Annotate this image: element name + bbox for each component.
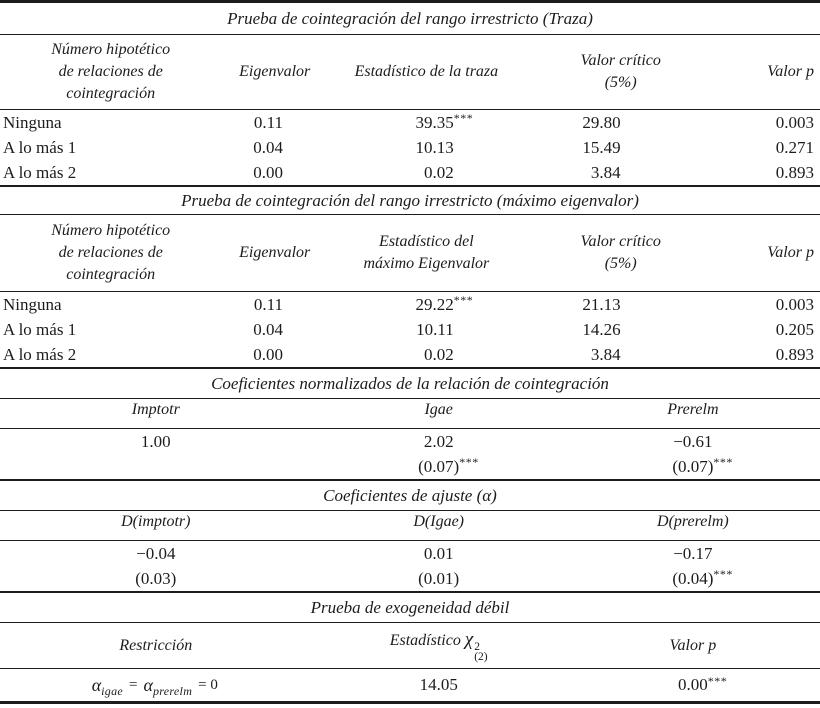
p-value-cell: 0.205 [775, 320, 814, 339]
significance-stars: *** [713, 567, 733, 581]
critical-value-cell: 29.80 [582, 113, 621, 132]
col-header-eigenvalue: Eigenvalor [239, 63, 311, 80]
row-label: A lo más 1 [3, 138, 77, 157]
std-error-cell: (0.03) [135, 569, 177, 588]
chi-square-statistic-cell: 14.05 [419, 675, 458, 694]
coefficient-cell: 2.02 [423, 432, 454, 451]
col-header-p-value: Valor p [767, 244, 814, 261]
col-header-d-prerelm: D(prerelm) [657, 513, 729, 530]
coefficient-values-row [0, 541, 820, 566]
statistic-cell: 10.13 [415, 138, 454, 157]
eigenvalue-cell: 0.04 [253, 138, 283, 157]
statistic-cell: 0.02 [424, 345, 454, 364]
table-row [0, 292, 820, 317]
col-header-d-imptotr: D(imptotr) [121, 513, 191, 530]
col-header-d-igae: D(Igae) [413, 513, 464, 530]
std-error-cell: (0.07) *** [566, 454, 820, 479]
p-value-cell: 0.003 [775, 295, 814, 314]
coefficient-cell: 0.01 [423, 544, 454, 563]
chi-super-subscript: 2 (2) [474, 641, 488, 663]
significance-stars: *** [453, 293, 474, 307]
row-label: A lo más 2 [3, 345, 77, 364]
restriction-formula: $\alpha_{igae} = \alpha_{prerelm} = 0$ [91, 675, 218, 698]
exogeneity-result-row [0, 669, 820, 701]
critical-value-cell: 14.26 [582, 320, 621, 339]
col-header-max-eigen-statistic: Estadístico del máximo Eigenvalor [363, 233, 490, 272]
max-eigenvalue-test-section [0, 187, 820, 367]
row-label: A lo más 2 [3, 163, 77, 182]
col-header-igae: Igae [424, 401, 453, 418]
weak-exogeneity-section [0, 593, 820, 701]
coefficient-cell: −0.04 [136, 544, 176, 563]
row-label: Ninguna [3, 295, 62, 314]
col-header-chi-square-statistic: Estadístico χ 2 (2) [389, 629, 488, 663]
significance-stars: *** [713, 455, 733, 469]
col-header-critical-value: Valor crítico (5%) [580, 52, 661, 91]
critical-value-cell: 15.49 [582, 138, 621, 157]
critical-value-cell: 21.13 [582, 295, 621, 314]
p-value-cell: 0.003 [775, 113, 814, 132]
p-value-cell: 0.00 *** [566, 669, 820, 707]
row-label: A lo más 1 [3, 320, 77, 339]
col-header-critical-value: Valor crítico (5%) [580, 233, 661, 272]
adjustment-section-title: Coeficientes de ajuste (α) [323, 486, 497, 505]
normalized-coefficients-section [0, 369, 820, 479]
adjustment-coefficients-section [0, 481, 820, 591]
statistic-cell: 39.35 *** [328, 110, 525, 135]
exogeneity-section-title: Prueba de exogeneidad débil [310, 598, 510, 617]
col-header-p-value: Valor p [767, 63, 814, 80]
coefficient-cell: −0.61 [673, 432, 713, 451]
row-label: Ninguna [3, 113, 62, 132]
col-header-restriction: Restricción [119, 636, 193, 654]
trace-header-row [0, 35, 820, 109]
table-row [0, 342, 820, 367]
normalized-header-row [0, 399, 820, 428]
significance-stars: *** [453, 111, 474, 125]
significance-stars: *** [459, 455, 479, 469]
table-row [0, 317, 820, 342]
coefficient-cell: −0.17 [673, 544, 713, 563]
adjustment-header-row [0, 511, 820, 540]
p-value-cell: 0.893 [775, 345, 814, 364]
p-value-cell: 0.893 [775, 163, 814, 182]
statistic-cell: 10.11 [416, 320, 454, 339]
exogeneity-header-row [0, 623, 820, 668]
eigenvalue-cell: 0.00 [253, 345, 283, 364]
col-header-hypothesized-number: Número hipotético de relaciones de cointegración [51, 222, 171, 283]
std-error-cell [0, 454, 312, 479]
standard-errors-row [0, 566, 820, 591]
normalized-section-title: Coeficientes normalizados de la relación de cointegración [211, 374, 609, 393]
significance-stars: *** [707, 674, 728, 688]
table-row [0, 135, 820, 160]
eigenvalue-cell: 0.11 [253, 295, 283, 314]
trace-section-title: Prueba de cointegración del rango irrestricto (Traza) [227, 9, 593, 28]
col-header-trace-statistic: Estadístico de la traza [354, 63, 499, 80]
col-header-prerelm: Prerelm [667, 401, 719, 418]
col-header-p-value: Valor p [669, 636, 717, 654]
critical-value-cell: 3.84 [590, 163, 621, 182]
max-eigen-header-row [0, 215, 820, 291]
statistic-cell: 0.02 [424, 163, 454, 182]
chi-symbol: χ [464, 629, 474, 650]
coefficient-cell: 1.00 [140, 432, 171, 451]
standard-errors-row [0, 454, 820, 479]
std-error-cell: (0.01) [418, 569, 460, 588]
col-header-hypothesized-number: Número hipotético de relaciones de cointegración [51, 41, 171, 102]
trace-test-section [0, 3, 820, 185]
std-error-cell: (0.07) *** [312, 454, 566, 479]
col-header-imptotr: Imptotr [131, 401, 180, 418]
alpha-symbol: α [143, 675, 153, 695]
eigenvalue-cell: 0.11 [253, 113, 283, 132]
table-row [0, 110, 820, 135]
table-row [0, 160, 820, 185]
alpha-symbol: α [91, 675, 102, 695]
p-value-cell: 0.271 [775, 138, 814, 157]
std-error-cell: (0.04) *** [566, 566, 820, 591]
col-header-eigenvalue: Eigenvalor [239, 244, 311, 261]
eigenvalue-cell: 0.00 [253, 163, 283, 182]
eigenvalue-cell: 0.04 [253, 320, 283, 339]
critical-value-cell: 3.84 [590, 345, 621, 364]
statistic-cell: 29.22 *** [328, 292, 525, 317]
coefficient-values-row [0, 429, 820, 454]
max-eigen-section-title: Prueba de cointegración del rango irrestricto (máximo eigenvalor) [181, 191, 639, 210]
